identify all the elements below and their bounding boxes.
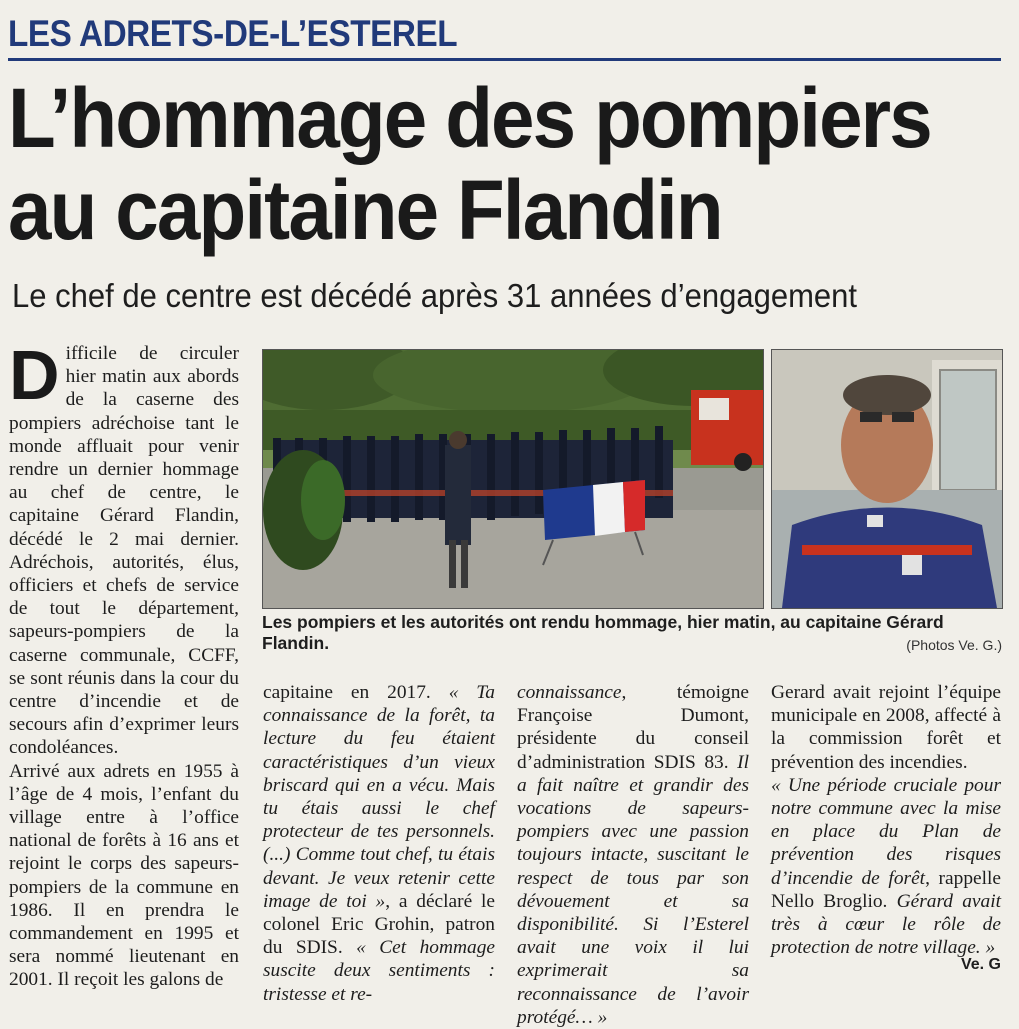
article-column-4 xyxy=(771,681,1001,959)
author-signature: Ve. G xyxy=(960,956,1001,973)
paragraph xyxy=(771,774,1001,960)
rubric-divider xyxy=(8,58,1001,61)
portrait-photo-image xyxy=(772,350,1002,608)
quote-text: « Ta connaissance de la forêt, ta lecture du feu étaient caractéristiques d’un vieux briscard qui en a vécu. Mais tu étais aussi le chef protecteur de tes personnels. (...) Comme tout chef, tu étais devant. Je veux retenir cette image de toi » xyxy=(263,682,496,912)
body-text: , a déclaré le colonel Eric Grohin, patron du SDIS. xyxy=(263,890,495,959)
section-rubric: LES ADRETS-DE-L’ESTEREL xyxy=(8,13,458,54)
headline-line-1: L’hommage des pompiers xyxy=(8,71,931,165)
quote-text: « Une période cruciale pour notre commune avec la mise en place du Plan de prévention des risques d’incendie de forêt xyxy=(771,774,1001,889)
paragraph xyxy=(263,681,495,1006)
lead-text: ifficile de circuler hier matin aux abords de la caserne des pompiers adréchoise tant le monde affluait pour venir rendre un dernier hommage au chef de centre, le capitaine Gérard Flandin, décédé le 2 mai dernier. Adréchois, autorités, élus, officiers et chefs de service de tout le département, sapeurs-pompiers de la caserne communale, CCFF, se sont réunis dans la cour du centre d’incendie et de secours afin d’exprimer leurs condoléances. xyxy=(9,343,239,759)
quote-text: connaissance xyxy=(517,682,622,703)
article-column-3 xyxy=(517,681,749,1029)
lead-paragraph xyxy=(9,336,239,760)
body-text: , rappelle Nello Broglio. xyxy=(771,867,1002,912)
paragraph: Gerard avait rejoint l’équipe municipale en 2008, affecté à la commission forêt et prévention des incendies. xyxy=(771,682,1001,773)
drop-cap: D xyxy=(9,336,60,414)
portrait-photo xyxy=(771,349,1003,609)
quote-text: Il a fait naître et grandir des vocations de sapeurs-pompiers avec une passion toujours intacte, suscitant le respect de tous par son dévouement et sa disponibilité. Si l’Esterel avait une voix il lui exprimerait sa reconnaissance de l’avoir protégé… » xyxy=(517,751,749,1028)
photo-credit: (Photos Ve. G.) xyxy=(906,637,1002,653)
quote-text: Gérard avait très à cœur le rôle de protection de notre village. » xyxy=(771,890,1001,959)
article-column-2 xyxy=(263,681,495,1006)
headline-line-2: au capitaine Flandin xyxy=(8,163,722,257)
photo-caption: Les pompiers et les autorités ont rendu hommage, hier matin, au capitaine Gérard Flandin. xyxy=(262,612,944,653)
ceremony-photo xyxy=(262,349,764,609)
article-column-1 xyxy=(9,336,239,992)
headline xyxy=(8,72,931,256)
body-text: capitaine en 2017. xyxy=(263,682,449,703)
ceremony-photo-image xyxy=(263,350,763,608)
subheadline: Le chef de centre est décédé après 31 années d’engagement xyxy=(12,277,858,314)
body-text: , témoigne Françoise Dumont, présidente du conseil d’administration SDIS 83. xyxy=(517,682,749,773)
quote-text: « Cet hommage suscite deux sentiments : tristesse et re- xyxy=(263,937,495,1005)
paragraph xyxy=(517,681,749,1029)
paragraph: Arrivé aux adrets en 1955 à l’âge de 4 mois, l’enfant du village entre à l’office national de forêts à 16 ans et rejoint le corps des sapeurs-pompiers de la commune en 1986. Il en prendra le commandement en 1995 et sera nommé lieutenant en 2001. Il reçoit les galons de xyxy=(9,760,239,991)
